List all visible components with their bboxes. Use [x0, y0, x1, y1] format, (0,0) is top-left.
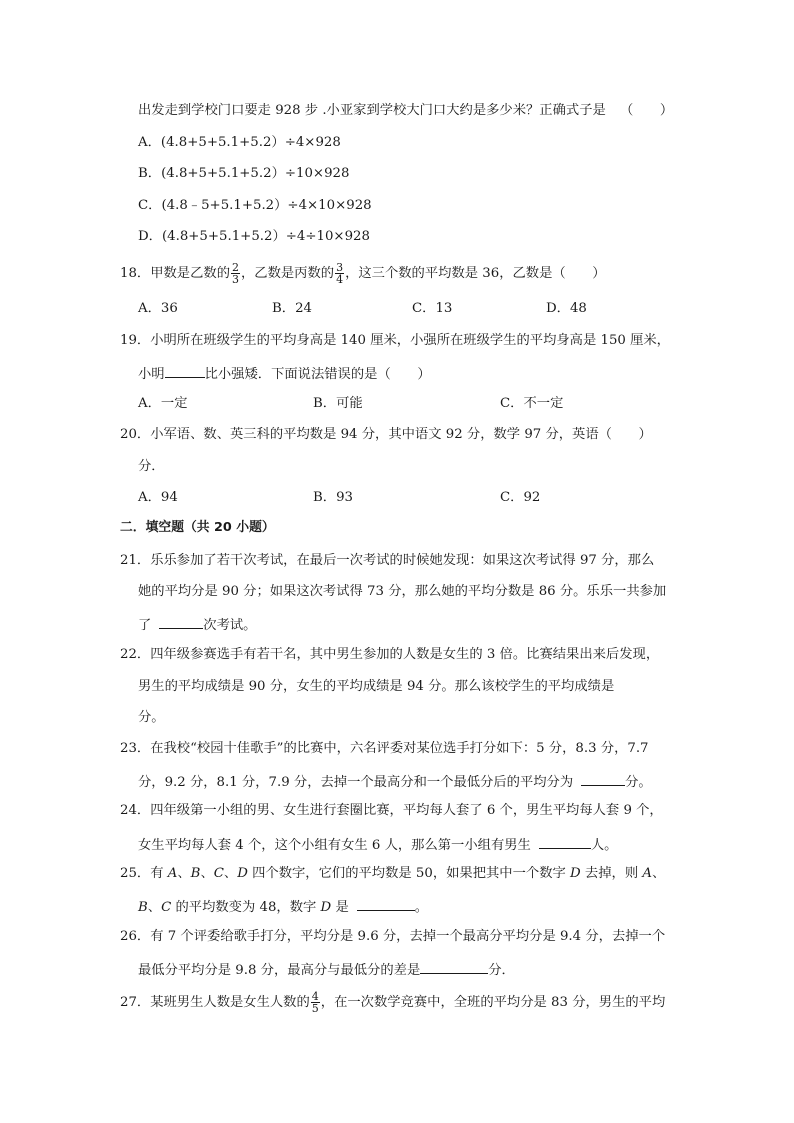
q19-line-2 [138, 362, 431, 385]
q19-line-2-b: 比小强矮．下面说法错误的是（ ） [204, 367, 431, 382]
q21-line-1: 21．乐乐参加了若干次考试，在最后一次考试的时候她发现：如果这次考试得 97 分，那么 [120, 553, 655, 568]
q26-line-1: 26．有 7 个评委给歌手打分，平均分是 9.6 分，去掉一个最高分平均分是 9.4 分，去掉一个 [120, 929, 666, 944]
answer-blank[interactable] [581, 770, 625, 786]
q18-option-a: A．36 [138, 301, 178, 316]
q18-option-b: B．24 [272, 301, 312, 316]
var-c: C [161, 900, 172, 915]
q18-option-c: C．13 [412, 301, 453, 316]
q25-text: 的平均数变为 48，数字 [171, 900, 321, 915]
q20-option-b: B．93 [313, 490, 353, 505]
q18-text-3: ，这三个数的平均数是 36，乙数是（ ） [345, 266, 606, 281]
q25-separator: 、 [147, 900, 162, 915]
var-b: B [138, 900, 148, 915]
var-b: B [190, 866, 201, 881]
q22-line-2: 男生的平均成绩是 90 分，女生的平均成绩是 94 分。那么该校学生的平均成绩是 [138, 679, 615, 694]
fraction-three-quarters [335, 262, 344, 285]
q18-option-d: D．48 [546, 301, 587, 316]
q25-text: 。 [414, 900, 429, 915]
q21-line-3 [138, 613, 256, 636]
q21-line-2: 她的平均分是 90 分；如果这次考试得 73 分，那么她的平均分数是 86 分。乐乐一共参加 [138, 584, 667, 599]
q22-line-1: 22．四年级参赛选手有若干名，其中男生参加的人数是女生的 3 倍。比赛结果出来后发现， [120, 647, 660, 662]
q27-text-1: 27．某班男生人数是女生人数的 [120, 995, 310, 1010]
q25-separator: 、 [200, 866, 214, 881]
var-d: D [320, 900, 332, 915]
q25-text: 四个数字，它们的平均数是 50，如果把其中一个数字 [247, 866, 571, 881]
q21-line-3-b: 次考试。 [203, 618, 257, 633]
q18-stem [120, 262, 606, 285]
fraction-denominator: 5 [311, 1002, 319, 1015]
q19-option-c: C．不一定 [500, 396, 564, 411]
q19-line-2-a: 小明 [138, 367, 165, 382]
q18-number-text: 18． [120, 266, 151, 281]
q25-text: 去掉，则 [580, 866, 643, 881]
var-c: C [213, 866, 224, 881]
q17-stem [138, 101, 673, 121]
q23-line-2-b: 分。 [625, 775, 652, 790]
fraction-numerator: 4 [311, 990, 319, 1003]
fraction-four-fifths [311, 991, 320, 1014]
fraction-denominator: 4 [336, 273, 344, 286]
q26-line-2 [138, 958, 515, 981]
q19-line-1: 19．小明所在班级学生的平均身高是 140 厘米，小强所在班级学生的平均身高是 150 厘米， [120, 333, 670, 348]
var-a: A [167, 866, 178, 881]
q25-separator: 、 [177, 866, 191, 881]
fraction-denominator: 3 [232, 273, 239, 286]
q17-answer-paren: （ ） [620, 103, 674, 118]
fraction-two-thirds [231, 262, 240, 285]
q26-line-2-b: 分． [488, 963, 515, 978]
answer-blank[interactable] [165, 362, 205, 378]
q23-line-2 [138, 770, 652, 793]
q17-option-a: A．(4.8+5+5.1+5.2）÷4×928 [138, 135, 341, 150]
q23-line-2-a: 分，9.2 分，8.1 分，7.9 分，去掉一个最高分和一个最低分后的平均分为 [138, 775, 574, 790]
q25-line-2 [138, 895, 428, 918]
q27-text-2: ，在一次数学竞赛中，全班的平均分是 83 分，男生的平均 [320, 995, 666, 1010]
fraction-numerator: 2 [232, 261, 239, 274]
q20-line-1: 20．小军语、数、英三科的平均数是 94 分，其中语文 92 分，数学 97 分，英语（ ） [120, 427, 652, 442]
q24-line-1: 24．四年级第一小组的男、女生进行套圈比赛，平均每人套了 6 个，男生平均每人套 9 个， [120, 803, 663, 818]
q19-option-b: B．可能 [313, 396, 363, 411]
q25-separator: 、 [651, 866, 666, 881]
q25-line-1 [120, 864, 665, 884]
q26-line-2-a: 最低分平均分是 9.8 分，最高分与最低分的差是 [138, 963, 421, 978]
answer-blank[interactable] [357, 895, 415, 911]
var-d: D [570, 866, 581, 881]
q20-option-c: C．92 [500, 490, 541, 505]
answer-blank[interactable] [420, 958, 488, 974]
q25-text: 是 [331, 900, 349, 915]
q24-line-2 [138, 833, 617, 856]
var-a: A [642, 866, 652, 881]
q17-stem-text: 出发走到学校门口要走 928 步 .小亚家到学校大门口大约是多少米？正确式子是 [138, 103, 606, 118]
q27-stem [120, 991, 665, 1014]
q17-option-c: C．(4.8﹣5+5.1+5.2）÷4×10×928 [138, 198, 372, 213]
q20-option-a: A．94 [138, 490, 178, 505]
q22-line-3: 分。 [138, 710, 165, 725]
answer-blank[interactable] [539, 833, 591, 849]
section-heading: 二．填空题（共 20 小题） [120, 520, 275, 535]
q21-line-3-a: 了 [138, 618, 152, 633]
answer-blank[interactable] [159, 613, 203, 629]
q25-text: 25．有 [120, 866, 168, 881]
q18-text-1: 甲数是乙数的 [150, 266, 230, 281]
q17-option-b: B．(4.8+5+5.1+5.2）÷10×928 [138, 166, 350, 181]
q20-line-2: 分． [138, 459, 165, 474]
q19-option-a: A．一定 [138, 396, 188, 411]
q17-option-d: D．(4.8+5+5.1+5.2）÷4÷10×928 [138, 229, 370, 244]
var-d: D [237, 866, 248, 881]
q24-line-2-a: 女生平均每人套 4 个，这个小组有女生 6 人，那么第一小组有男生 [138, 838, 531, 853]
fraction-numerator: 3 [336, 261, 344, 274]
q23-line-1: 23．在我校“校园十佳歌手”的比赛中，六名评委对某位选手打分如下：5 分，8.3 分，7.7 [120, 741, 649, 756]
q24-line-2-b: 人。 [590, 838, 618, 853]
q25-separator: 、 [223, 866, 238, 881]
q18-text-2: ，乙数是丙数的 [241, 266, 335, 281]
